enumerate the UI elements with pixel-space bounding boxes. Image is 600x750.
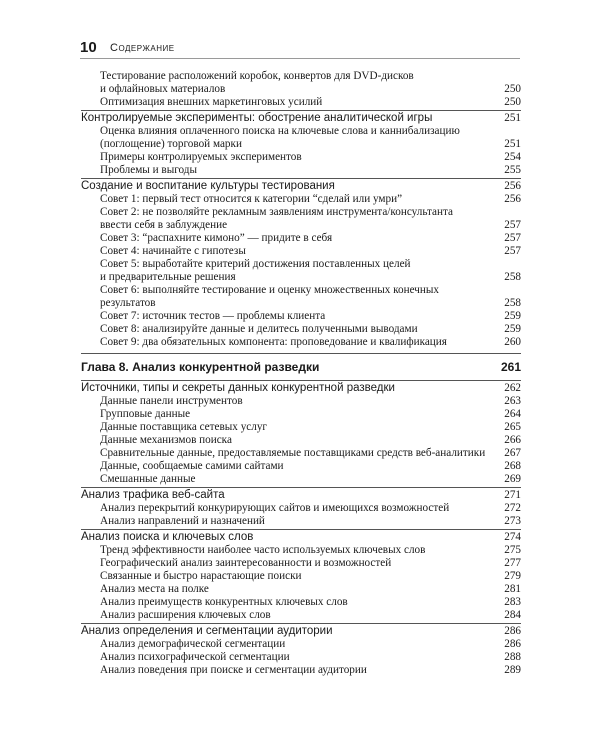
toc-entry — [81, 408, 521, 421]
toc-section — [81, 180, 521, 193]
toc-entry-page: 286 — [504, 638, 521, 650]
toc-entry — [81, 395, 521, 408]
toc-entry-page: 274 — [504, 531, 521, 543]
toc-entry-page: 251 — [504, 138, 521, 150]
section-rule — [81, 178, 521, 179]
page-number: 10 — [80, 39, 97, 56]
toc-entry — [81, 258, 521, 284]
toc-entry-page: 258 — [504, 271, 521, 283]
toc-entry-title: Анализ места на полке — [100, 583, 209, 595]
toc-entry — [81, 544, 521, 557]
toc-entry-title: Совет 7: источник тестов — проблемы клиента — [100, 310, 326, 322]
toc-entry-title: Данные механизмов поиска — [100, 434, 232, 446]
toc-entry-page: 277 — [504, 557, 521, 569]
toc-entry — [81, 664, 521, 677]
toc-entry-page: 288 — [504, 651, 521, 663]
toc-entry-page: 263 — [504, 395, 521, 407]
toc-entry-title: Смешанные данные — [100, 473, 196, 485]
toc-entry-page: 260 — [504, 336, 521, 348]
toc-entry-page: 256 — [504, 180, 521, 192]
toc-entry — [81, 284, 521, 310]
toc-entry-page: 257 — [504, 232, 521, 244]
chapter-rule — [81, 353, 521, 354]
toc-entry-page: 279 — [504, 570, 521, 582]
toc-entry-title: Совет 1: первый тест относится к категории “сделай или умри” — [100, 193, 403, 205]
toc-entry-title: Оптимизация внешних маркетинговых усилий — [100, 96, 323, 108]
toc-entry — [81, 502, 521, 515]
toc-entry-page: 250 — [504, 83, 521, 95]
toc-entry-title: Совет 5: выработайте критерий достижения поставленных целей и предварительные решения — [100, 258, 411, 283]
toc-entry-page: 289 — [504, 664, 521, 676]
toc-section — [81, 531, 521, 544]
section-rule — [81, 380, 521, 381]
table-of-contents — [81, 70, 521, 677]
toc-entry — [81, 473, 521, 486]
toc-entry-page: 264 — [504, 408, 521, 420]
toc-entry-page: 271 — [504, 489, 521, 501]
toc-entry — [81, 609, 521, 622]
toc-chapter-title: Глава 8. Анализ конкурентной разведки — [81, 360, 320, 374]
toc-entry — [81, 336, 521, 349]
toc-section — [81, 112, 521, 125]
toc-entry-page: 265 — [504, 421, 521, 433]
toc-entry-page: 262 — [504, 382, 521, 394]
toc-entry-page: 267 — [504, 447, 521, 459]
toc-entry-page: 251 — [504, 112, 521, 124]
toc-entry-page: 259 — [504, 310, 521, 322]
toc-entry — [81, 447, 521, 460]
toc-section-title: Анализ определения и сегментации аудитории — [81, 625, 333, 637]
page-header — [80, 38, 520, 59]
toc-section-title: Источники, типы и секреты данных конкурентной разведки — [81, 382, 395, 394]
toc-entry-page: 286 — [504, 625, 521, 637]
toc-entry-title: Анализ поведения при поиске и сегментации аудитории — [100, 664, 367, 676]
section-rule — [81, 487, 521, 488]
toc-entry-title: Проблемы и выгоды — [100, 164, 197, 176]
toc-entry — [81, 638, 521, 651]
toc-entry-page: 259 — [504, 323, 521, 335]
toc-entry-title: Анализ расширения ключевых слов — [100, 609, 271, 621]
toc-entry-title: Анализ перекрытий конкурирующих сайтов и имеющихся возможностей — [100, 502, 450, 514]
toc-entry-title: Данные поставщика сетевых услуг — [100, 421, 268, 433]
toc-entry — [81, 96, 521, 109]
toc-entry-title: Тестирование расположений коробок, конвертов для DVD-дисков и офлайновых материалов — [100, 70, 414, 95]
running-header-title: Содержание — [110, 42, 175, 54]
toc-entry-page: 284 — [504, 609, 521, 621]
toc-entry-title: Оценка влияния оплаченного поиска на ключевые слова и каннибализацию (поглощение) торговой марки — [100, 125, 460, 150]
toc-entry-page: 266 — [504, 434, 521, 446]
toc-entry — [81, 245, 521, 258]
toc-entry — [81, 515, 521, 528]
toc-entry-title: Сравнительные данные, предоставляемые поставщиками средств веб-аналитики — [100, 447, 486, 459]
toc-entry-title: Совет 8: анализируйте данные и делитесь полученными выводами — [100, 323, 418, 335]
toc-entry — [81, 460, 521, 473]
toc-chapter — [81, 361, 521, 375]
toc-entry-page: 268 — [504, 460, 521, 472]
toc-entry — [81, 193, 521, 206]
toc-entry — [81, 323, 521, 336]
toc-entry-page: 257 — [504, 219, 521, 231]
toc-entry — [81, 232, 521, 245]
toc-entry-title: Тренд эффективности наиболее часто используемых ключевых слов — [100, 544, 426, 556]
toc-entry — [81, 151, 521, 164]
toc-entry-title: Примеры контролируемых экспериментов — [100, 151, 302, 163]
toc-entry — [81, 570, 521, 583]
section-rule — [81, 110, 521, 111]
toc-entry-page: 272 — [504, 502, 521, 514]
toc-entry-title: Совет 2: не позволяйте рекламным заявлениям инструмента/консультанта ввести себя в заблуждение — [100, 206, 453, 231]
toc-entry — [81, 206, 521, 232]
toc-entry-page: 275 — [504, 544, 521, 556]
toc-section — [81, 625, 521, 638]
toc-section — [81, 382, 521, 395]
toc-entry-page: 257 — [504, 245, 521, 257]
toc-entry-page: 258 — [504, 297, 521, 309]
toc-section-title: Анализ трафика веб-сайта — [81, 489, 225, 501]
toc-entry-page: 283 — [504, 596, 521, 608]
toc-entry-page: 256 — [504, 193, 521, 205]
toc-entry — [81, 434, 521, 447]
toc-entry-title: Совет 6: выполняйте тестирование и оценку множественных конечных результатов — [100, 284, 439, 309]
toc-entry — [81, 310, 521, 323]
toc-entry — [81, 164, 521, 177]
toc-entry-title: Анализ демографической сегментации — [100, 638, 286, 650]
toc-entry-title: Анализ психографической сегментации — [100, 651, 290, 663]
toc-entry-page: 269 — [504, 473, 521, 485]
toc-entry-title: Данные панели инструментов — [100, 395, 243, 407]
toc-entry-title: Анализ направлений и назначений — [100, 515, 265, 527]
toc-entry-title: Совет 9: два обязательных компонента: проповедование и квалификация — [100, 336, 447, 348]
toc-entry-title: Данные, сообщаемые самими сайтами — [100, 460, 284, 472]
toc-entry-title: Совет 3: “распахните кимоно” — придите в себя — [100, 232, 333, 244]
toc-entry-title: Совет 4: начинайте с гипотезы — [100, 245, 246, 257]
toc-entry — [81, 557, 521, 570]
toc-entry-page: 273 — [504, 515, 521, 527]
toc-entry — [81, 651, 521, 664]
toc-entry-title: Географический анализ заинтересованности и возможностей — [100, 557, 392, 569]
toc-section-title: Анализ поиска и ключевых слов — [81, 531, 254, 543]
toc-entry-title: Анализ преимуществ конкурентных ключевых слов — [100, 596, 348, 608]
toc-entry — [81, 596, 521, 609]
toc-entry — [81, 125, 521, 151]
section-rule — [81, 529, 521, 530]
toc-section — [81, 489, 521, 502]
toc-entry-title: Групповые данные — [100, 408, 191, 420]
section-rule — [81, 623, 521, 624]
toc-entry — [81, 70, 521, 96]
toc-entry-page: 255 — [504, 164, 521, 176]
toc-entry-page: 281 — [504, 583, 521, 595]
toc-entry — [81, 583, 521, 596]
toc-entry-page: 254 — [504, 151, 521, 163]
toc-entry-page: 261 — [500, 360, 521, 374]
toc-entry-title: Связанные и быстро нарастающие поиски — [100, 570, 302, 582]
toc-section-title: Создание и воспитание культуры тестирования — [81, 180, 335, 192]
toc-entry — [81, 421, 521, 434]
toc-section-title: Контролируемые эксперименты: обострение аналитической игры — [81, 112, 433, 124]
toc-entry-page: 250 — [504, 96, 521, 108]
